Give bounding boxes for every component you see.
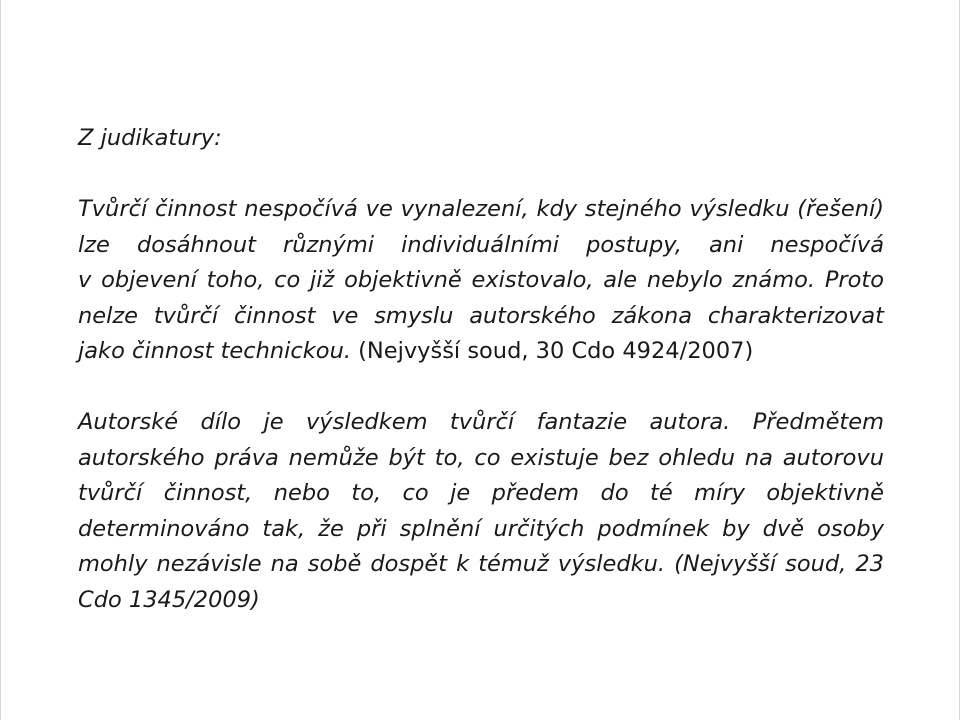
paragraph-2-line-6	[78, 583, 884, 619]
paragraph-2-line-3: tvůrčí činnost, nebo to, co je předem do té míry objektivně	[78, 480, 884, 506]
heading: Z judikatury:	[78, 125, 222, 151]
paragraph-1-line-1: Tvůrčí činnost nespočívá ve vynalezení, kdy stejného výsledku (řešení)	[78, 196, 884, 222]
paragraph-2	[78, 405, 884, 618]
paragraph-2-line-4: determinováno tak, že při splnění určitých podmínek by dvě osoby	[78, 515, 884, 542]
paragraph-1-line-2: lze dosáhnout různými individuálními postupy, ani nespočívá	[78, 231, 884, 258]
paragraph-2-line-5: mohly nezávisle na sobě dospět k témuž výsledku. (Nejvyšší soud, 23	[78, 551, 884, 577]
paragraph-1-last-text: jako činnost technickou.	[78, 338, 359, 364]
paragraph-2-line-2: autorského práva nemůže být to, co existuje bez ohledu na autorovu	[78, 444, 884, 471]
paragraph-1-line-5	[78, 334, 884, 370]
paragraph-2-line-1: Autorské dílo je výsledkem tvůrčí fantazie autora. Předmětem	[78, 409, 884, 435]
paragraph-1	[78, 192, 884, 370]
paragraph-1-line-4: nelze tvůrčí činnost ve smyslu autorského zákona charakterizovat	[78, 302, 884, 329]
slide-content	[78, 121, 884, 618]
citation-2: Cdo 1345/2009)	[78, 586, 260, 613]
citation-1: (Nejvyšší soud, 30 Cdo 4924/2007)	[358, 338, 754, 364]
paragraph-1-line-3: v objevení toho, co již objektivně existovalo, ale nebylo známo. Proto	[78, 267, 884, 293]
